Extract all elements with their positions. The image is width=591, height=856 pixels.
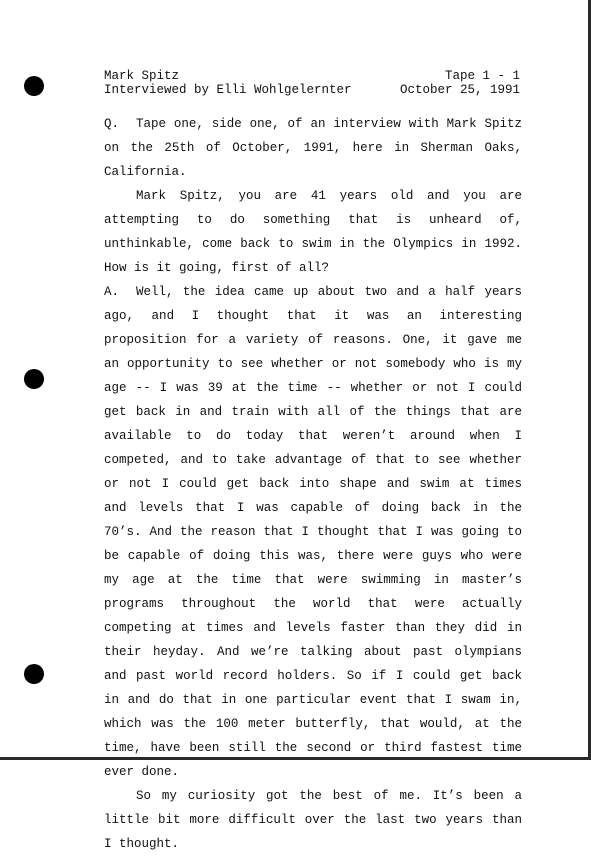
answer-followup-paragraph: So my curiosity got the best of me. It’s been a little bit more difficult over the last two years than I thought. bbox=[104, 789, 522, 851]
transcript-header bbox=[104, 69, 520, 97]
interview-date: October 25, 1991 bbox=[399, 83, 520, 97]
question-text: Tape one, side one, of an interview with Mark Spitz on the 25th of October, 1991, here in Sherman Oaks, California. bbox=[104, 117, 522, 179]
question-followup-paragraph: Mark Spitz, you are 41 years old and you are attempting to do something that is unheard of, unthinkable, come back to swim in the Olympics in 1992. How is it going, first of all? bbox=[104, 189, 522, 275]
interviewee-name: Mark Spitz bbox=[104, 69, 180, 83]
interviewer-line: Interviewed by Elli Wohlgelernter bbox=[104, 83, 352, 97]
transcript-body bbox=[104, 112, 522, 856]
punch-hole-top bbox=[24, 76, 44, 96]
header-row-1 bbox=[104, 69, 520, 83]
speaker-label-a: A. bbox=[104, 285, 120, 299]
speaker-label-q: Q. bbox=[104, 117, 120, 131]
answer-paragraph bbox=[104, 280, 522, 784]
question-paragraph bbox=[104, 112, 522, 184]
punch-hole-bottom bbox=[24, 664, 44, 684]
tape-number: Tape 1 - 1 bbox=[444, 69, 520, 83]
answer-text: Well, the idea came up about two and a half years ago, and I thought that it was an interesting proposition for a variety of reasons. One, it gave me an opportunity to see whether or not somebody who is my age -- I was 39 at the time -- whether or not I could get back in and train with all of the things that are available to do today that weren’t around when I competed, and to take advantage of that to see whether or not I could get back into shape and swim at times and levels that I was capable of doing back in the 70’s. And the reason that I thought that I was going to be capable of doing this was, there were guys who were my age at the time that were swimming in master’s programs throughout the world that were actually competing at times and levels faster than they did in their heyday. And we’re talking about past olympians and past world record holders. So if I could get back in and do that in one particular event that I swam in, which was the 100 meter butterfly, that would, at the time, have been still the second or third fastest time ever done. bbox=[104, 285, 522, 779]
header-row-2 bbox=[104, 83, 520, 97]
punch-hole-middle bbox=[24, 369, 44, 389]
